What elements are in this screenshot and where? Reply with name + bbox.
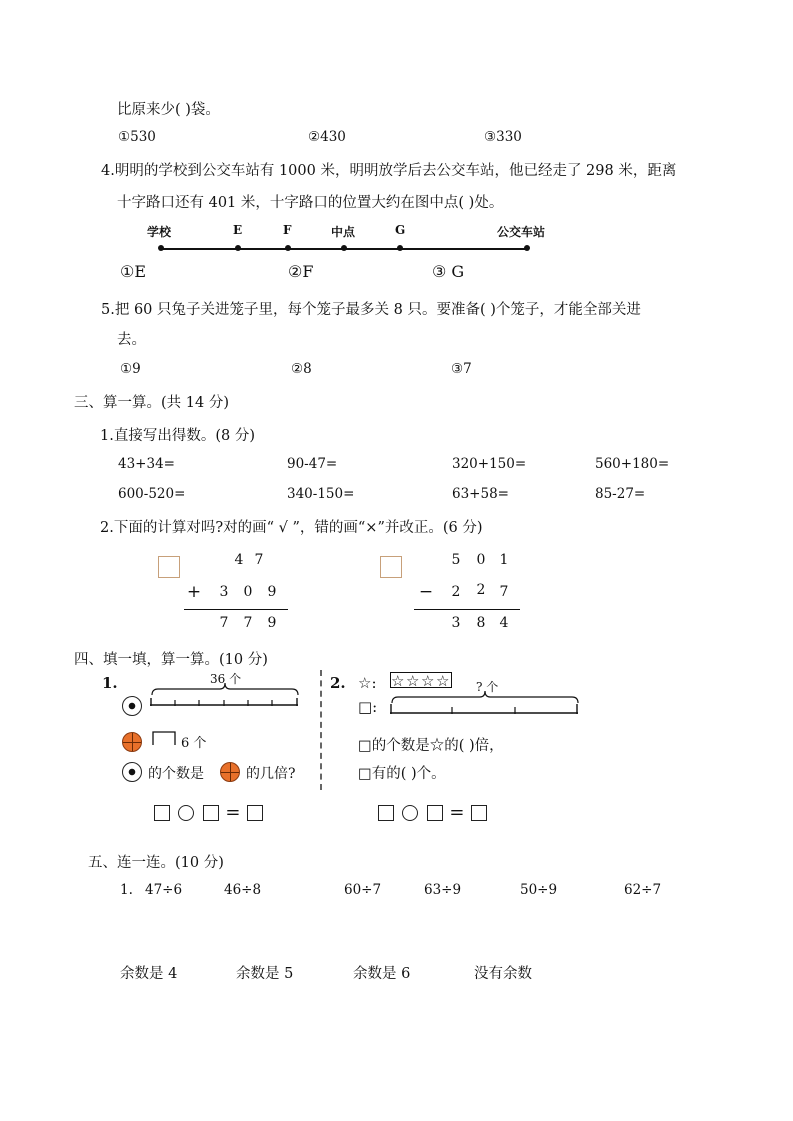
number-line-diagram [120, 222, 546, 254]
division-5[interactable]: 50÷9 [520, 882, 558, 898]
calc-2-2: 340-150= [287, 486, 355, 502]
basketball-icon [122, 732, 142, 752]
p1-question-a: 的个数是 [148, 766, 204, 782]
eq1-box-b[interactable] [203, 805, 219, 821]
section3-sub1: 1.直接写出得数。(8 分) [100, 428, 255, 444]
q4-line1: 4.明明的学校到公交车站有 1000 米，明明放学后去公交车站，他已经走了 298 米，距离 [101, 163, 677, 179]
q4-option-2[interactable]: ②F [288, 262, 314, 281]
soccer-ball-icon [122, 696, 142, 716]
c2-mid-h: 2 [451, 584, 461, 600]
c1-mid-o: 9 [267, 584, 277, 600]
label-g: G [395, 223, 406, 237]
eq1-box-a[interactable] [154, 805, 170, 821]
p1-small-bracket [151, 730, 177, 746]
c1-rule [184, 609, 288, 610]
vertical-calc-1 [158, 548, 298, 638]
section3-title: 三、算一算。(共 14 分) [74, 395, 229, 411]
eq1-equals: = [225, 802, 241, 823]
c1-mid-h: 3 [219, 584, 229, 600]
remainder-5[interactable]: 余数是 5 [236, 966, 294, 982]
label-mid: 中点 [331, 225, 356, 239]
section5-number: 1. [120, 882, 133, 898]
point-school [158, 245, 164, 251]
eq2-equals: = [449, 802, 465, 823]
division-2[interactable]: 46÷8 [224, 882, 262, 898]
label-station: 公交车站 [497, 225, 546, 239]
q5-option-3[interactable]: ③7 [451, 361, 472, 377]
eq2-box-b[interactable] [427, 805, 443, 821]
problem-2-panel [328, 670, 588, 788]
c1-res-t: 7 [243, 615, 253, 631]
p2-brace-label: ? 个 [476, 680, 499, 694]
vertical-calc-2 [378, 548, 528, 638]
calc-1-3: 320+150= [452, 456, 527, 472]
star-icon-2: ☆ [406, 672, 420, 690]
soccer-ball-icon-2 [122, 762, 142, 782]
c1-res-o: 9 [267, 615, 277, 631]
q3-option-2[interactable]: ②430 [308, 129, 346, 145]
calc-2-1: 600-520= [118, 486, 186, 502]
label-school: 学校 [147, 225, 172, 239]
division-6[interactable]: 62÷7 [624, 882, 662, 898]
equation-template-2 [378, 802, 487, 823]
eq1-box-result[interactable] [247, 805, 263, 821]
p1-brace-label: 36 个 [210, 672, 242, 686]
q5-option-2[interactable]: ②8 [291, 361, 312, 377]
c2-top-t: 0 [476, 552, 486, 568]
q5-option-1[interactable]: ①9 [120, 361, 141, 377]
c1-res-h: 7 [219, 615, 229, 631]
no-remainder[interactable]: 没有余数 [474, 966, 532, 982]
p1-small-label: 6 个 [181, 736, 207, 751]
p2-box-row-label: □: [358, 698, 378, 716]
p1-bar [150, 695, 300, 707]
eq2-box-result[interactable] [471, 805, 487, 821]
calc-2-3: 63+58= [452, 486, 509, 502]
c2-op: − [418, 582, 434, 602]
q4-option-1[interactable]: ①E [120, 262, 147, 281]
c2-top-o: 1 [499, 552, 509, 568]
c1-top-tens: 4 [234, 552, 244, 568]
star-icon-1: ☆ [391, 672, 405, 690]
panel-divider [320, 670, 322, 790]
q5-line1: 5.把 60 只兔子关进笼子里，每个笼子最多关 8 只。要准备( )个笼子，才能全部关进 [101, 302, 641, 318]
calc-2-4: 85-27= [595, 486, 646, 502]
division-4[interactable]: 63÷9 [424, 882, 462, 898]
p1-number: 1. [102, 674, 118, 692]
q4-line2: 十字路口还有 401 米，十字路口的位置大约在图中点( )处。 [117, 195, 504, 211]
c1-top-ones: 7 [254, 552, 264, 568]
point-f [285, 245, 291, 251]
eq1-operator-circle[interactable] [178, 805, 194, 821]
p1-brace [150, 682, 300, 696]
section3-sub2: 2.下面的计算对吗?对的画“ √ ”，错的画“×”并改正。(6 分) [100, 520, 483, 536]
p2-bar [390, 701, 580, 715]
section5-title: 五、连一连。(10 分) [88, 855, 224, 871]
remainder-4[interactable]: 余数是 4 [120, 966, 178, 982]
c2-mid-t: 2 [476, 582, 486, 598]
section4-title: 四、填一填，算一算。(10 分) [74, 652, 268, 668]
label-e: E [233, 223, 243, 237]
basketball-icon-2 [220, 762, 240, 782]
c1-mid-t: 0 [243, 584, 253, 600]
point-g [397, 245, 403, 251]
equation-template-1 [154, 802, 263, 823]
c2-res-t: 8 [476, 615, 486, 631]
c2-res-o: 4 [499, 615, 509, 631]
problem-1-panel [98, 670, 316, 788]
answer-box-2[interactable] [380, 556, 402, 578]
q4-option-3[interactable]: ③ G [432, 262, 465, 281]
q5-line2: 去。 [117, 332, 146, 348]
p2-star-row-label: ☆: [358, 674, 377, 692]
calc-1-1: 43+34= [118, 456, 175, 472]
p2-line2: □有的( )个。 [358, 766, 446, 782]
point-station [524, 245, 530, 251]
division-3[interactable]: 60÷7 [344, 882, 382, 898]
division-1[interactable]: 47÷6 [145, 882, 183, 898]
answer-box-1[interactable] [158, 556, 180, 578]
eq2-operator-circle[interactable] [402, 805, 418, 821]
point-e [235, 245, 241, 251]
p2-number: 2. [330, 674, 346, 692]
c2-mid-o: 7 [499, 584, 509, 600]
q3-text: 比原来少( )袋。 [117, 102, 220, 118]
c2-res-h: 3 [451, 615, 461, 631]
c2-rule [414, 609, 520, 610]
calc-1-4: 560+180= [595, 456, 670, 472]
star-icon-3: ☆ [421, 672, 435, 690]
remainder-6[interactable]: 余数是 6 [353, 966, 411, 982]
p1-question-b: 的几倍? [246, 766, 296, 782]
q3-option-3[interactable]: ③330 [484, 129, 522, 145]
p2-line1: □的个数是☆的( )倍， [358, 738, 504, 754]
point-mid [341, 245, 347, 251]
star-icon-4: ☆ [436, 672, 450, 690]
eq2-box-a[interactable] [378, 805, 394, 821]
q3-option-1[interactable]: ①530 [118, 129, 156, 145]
label-f: F [283, 223, 292, 237]
calc-1-2: 90-47= [287, 456, 338, 472]
c1-op: + [186, 582, 202, 602]
c2-top-h: 5 [451, 552, 461, 568]
